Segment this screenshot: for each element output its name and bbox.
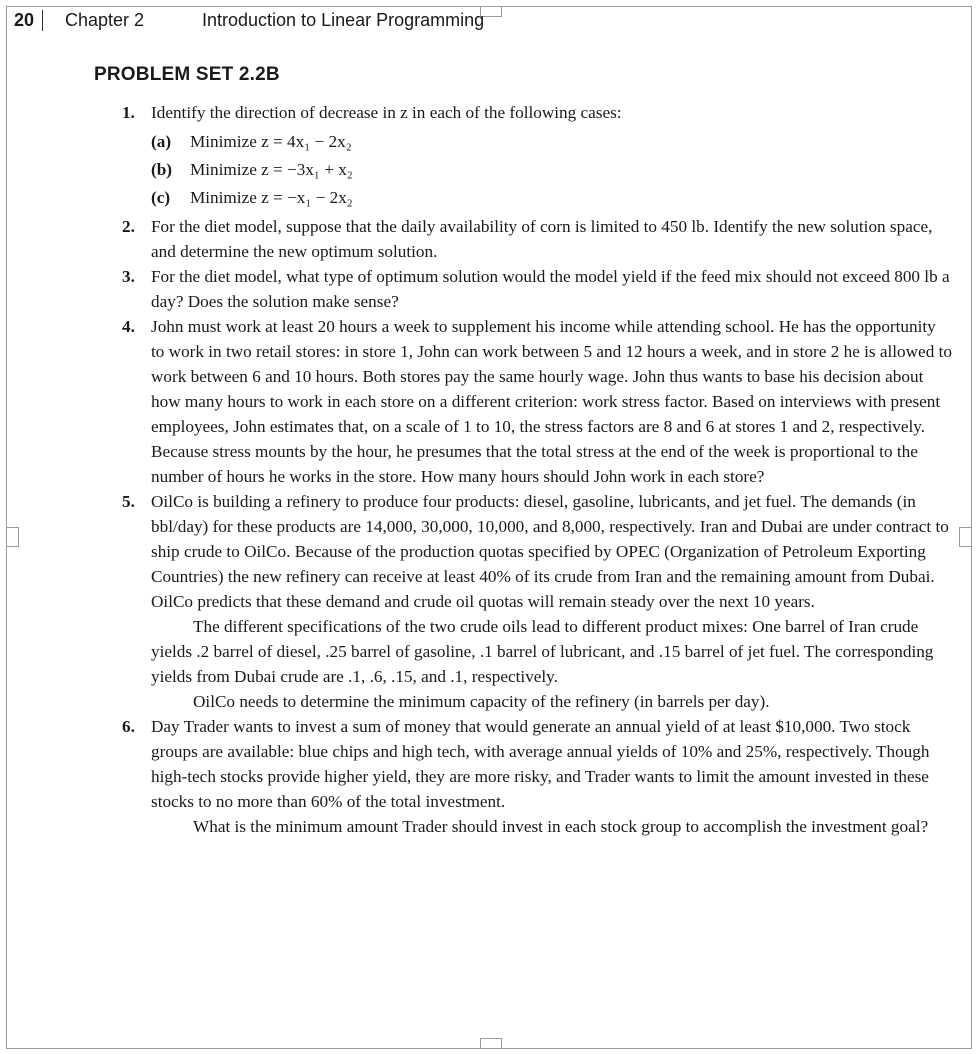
chapter-label: Chapter 2 [65, 10, 145, 30]
problem-text: The different specifications of the two crude oils lead to different product mixes: One barrel of Iran crude yields .2 barrel of diesel, .25 barrel of gasoline, .1 barrel of lubricant, and .15 barrel of jet fuel. The corresponding yields from Dubai crude are .1, .6, .15, and .1, respectively. [151, 617, 934, 686]
crop-mark-left [6, 527, 19, 547]
problem-number: 4. [122, 317, 135, 336]
case-list [151, 128, 952, 212]
problem-text: What is the minimum amount Trader should invest in each stock group to accomplish the investment goal? [193, 817, 929, 836]
case-label: (a) [151, 132, 172, 151]
case-text: Minimize z = −x₁ − 2x₂ [190, 188, 353, 207]
problem-1 [122, 100, 952, 212]
problem-text: OilCo needs to determine the minimum capacity of the refinery (in barrels per day). [193, 692, 770, 711]
case-text: Minimize z = −3x₁ + x₂ [190, 160, 353, 179]
problem-text: OilCo is building a refinery to produce four products: diesel, gasoline, lubricants, and jet fuel. The demands (in bbl/day) for these products are 14,000, 30,000, 10,000, and 8,000, respectively. Iran and Dubai are under contract to ship crude to OilCo. Because of the production quotas specified by OPEC (Organization of Petroleum Exporting Countries) the new refinery can receive at least 40% of its crude from Iran and the remaining amount from Dubai. OilCo predicts that these demand and crude oil quotas will remain steady over the next 10 years. [151, 492, 949, 611]
case-item [151, 128, 952, 156]
problem-number: 2. [122, 217, 135, 236]
problem-5 [122, 489, 952, 714]
problem-4 [122, 314, 952, 489]
problem-number: 1. [122, 103, 135, 122]
problem-number: 3. [122, 267, 135, 286]
case-label: (c) [151, 188, 171, 207]
textbook-page [6, 6, 972, 1049]
page-number: 20 [14, 10, 43, 31]
problem-list [122, 100, 952, 839]
problem-6 [122, 714, 952, 839]
running-head [7, 7, 971, 37]
problem-set-title: PROBLEM SET 2.2B [94, 64, 280, 85]
case-item [151, 156, 952, 184]
problem-text: John must work at least 20 hours a week to supplement his income while attending school. He has the opportunity to work in two retail stores: in store 1, John can work between 5 and 12 hours a week, and in store 2 he is allowed to work between 6 and 10 hours. Both stores pay the same hourly wage. John thus wants to base his decision about how many hours to work in each store on a different criterion: work stress factor. Based on interviews with present employees, John estimates that, on a scale of 1 to 10, the stress factors are 8 and 6 at stores 1 and 2, respectively. Because stress mounts by the hour, he presumes that the total stress at the end of the week is proportional to the number of hours he works in the store. How many hours should John work in each store? [151, 317, 952, 486]
chapter-title: Introduction to Linear Programming [202, 10, 485, 30]
problem-text: Identify the direction of decrease in z in each of the following cases: [151, 103, 622, 122]
problem-number: 6. [122, 717, 135, 736]
problem-text: For the diet model, what type of optimum solution would the model yield if the feed mix should not exceed 800 lb a day? Does the solution make sense? [151, 267, 950, 311]
problem-text: Day Trader wants to invest a sum of money that would generate an annual yield of at least $10,000. Two stock groups are available: blue chips and high tech, with average annual yields of 10% and 25%, respectively. Though high-tech stocks provide higher yield, they are more risky, and Trader wants to limit the amount invested in these stocks to no more than 60% of the total investment. [151, 717, 930, 811]
crop-mark-bottom [480, 1038, 502, 1049]
case-label: (b) [151, 160, 173, 179]
case-text: Minimize z = 4x₁ − 2x₂ [190, 132, 352, 151]
problem-3 [122, 264, 952, 314]
problem-2 [122, 214, 952, 264]
case-item [151, 184, 952, 212]
crop-mark-right [959, 527, 972, 547]
problem-number: 5. [122, 492, 135, 511]
problem-text: For the diet model, suppose that the daily availability of corn is limited to 450 lb. Identify the new solution space, and determine the new optimum solution. [151, 217, 933, 261]
